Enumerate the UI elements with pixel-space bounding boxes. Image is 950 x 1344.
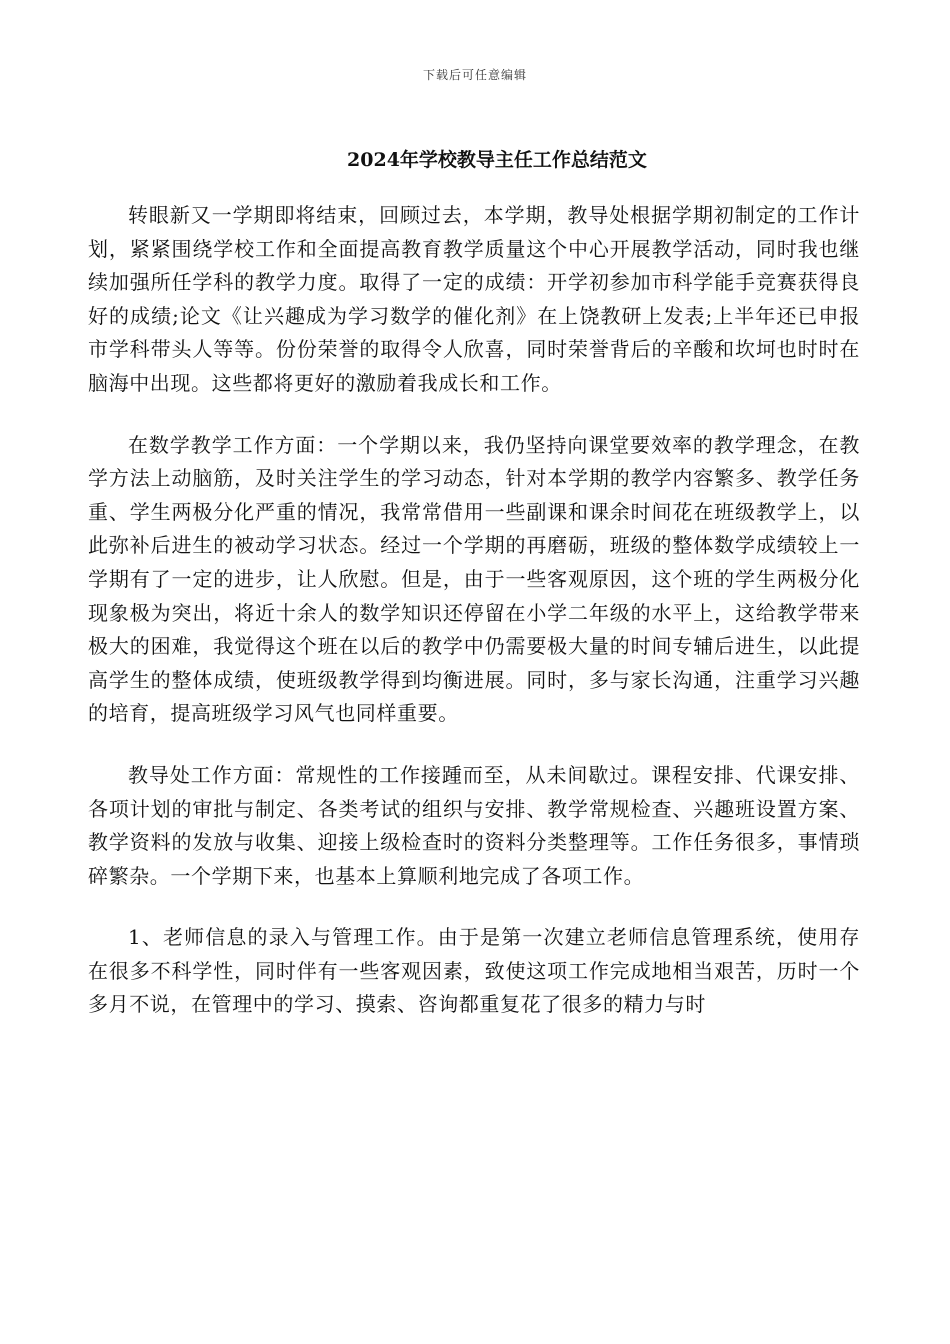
- document-title: 2024年学校教导主任工作总结范文: [347, 149, 647, 171]
- paragraph-academic-office: 教导处工作方面：常规性的工作接踵而至，从未间歇过。课程安排、代课安排、各项计划的审批与制定、各类考试的组织与安排、教学常规检查、兴趣班设置方案、教学资料的发放与收集、迎接上级检查时的资料分类整理等。工作任务很多，事情琐碎繁杂。一个学期下来，也基本上算顺利地完成了各项工作。: [88, 762, 860, 888]
- paragraph-teacher-info: 1、老师信息的录入与管理工作。由于是第一次建立老师信息管理系统，使用存在很多不科学性，同时伴有一些客观因素，致使这项工作完成地相当艰苦，历时一个多月不说，在管理中的学习、摸索、咨询都重复花了很多的精力与时: [88, 925, 860, 1017]
- paragraph-math-teaching: 在数学教学工作方面：一个学期以来，我仍坚持向课堂要效率的教学理念，在教学方法上动脑筋，及时关注学生的学习动态，针对本学期的教学内容繁多、教学任务重、学生两极分化严重的情况，我常常借用一些副课和课余时间花在班级教学上，以此弥补后进生的被动学习状态。经过一个学期的再磨砺，班级的整体数学成绩较上一学期有了一定的进步，让人欣慰。但是，由于一些客观原因，这个班的学生两极分化现象极为突出，将近十余人的数学知识还停留在小学二年级的水平上，这给教学带来极大的困难，我觉得这个班在以后的教学中仍需要极大量的时间专辅后进生，以此提高学生的整体成绩，使班级教学得到均衡进展。同时，多与家长沟通，注重学习兴趣的培育，提高班级学习风气也同样重要。: [88, 432, 860, 726]
- document-body: [88, 199, 860, 1050]
- header-note: 下载后可任意编辑: [422, 68, 527, 82]
- paragraph-intro: 转眼新又一学期即将结束，回顾过去，本学期，教导处根据学期初制定的工作计划，紧紧围绕学校工作和全面提高教育教学质量这个中心开展教学活动，同时我也继续加强所任学科的教学力度。取得了一定的成绩：开学初参加市科学能手竞赛获得良好的成绩;论文《让兴趣成为学习数学的催化剂》在上饶教研上发表;上半年还已申报市学科带头人等等。份份荣誉的取得令人欣喜，同时荣誉背后的辛酸和坎坷也时时在脑海中出现。这些都将更好的激励着我成长和工作。: [88, 203, 860, 395]
